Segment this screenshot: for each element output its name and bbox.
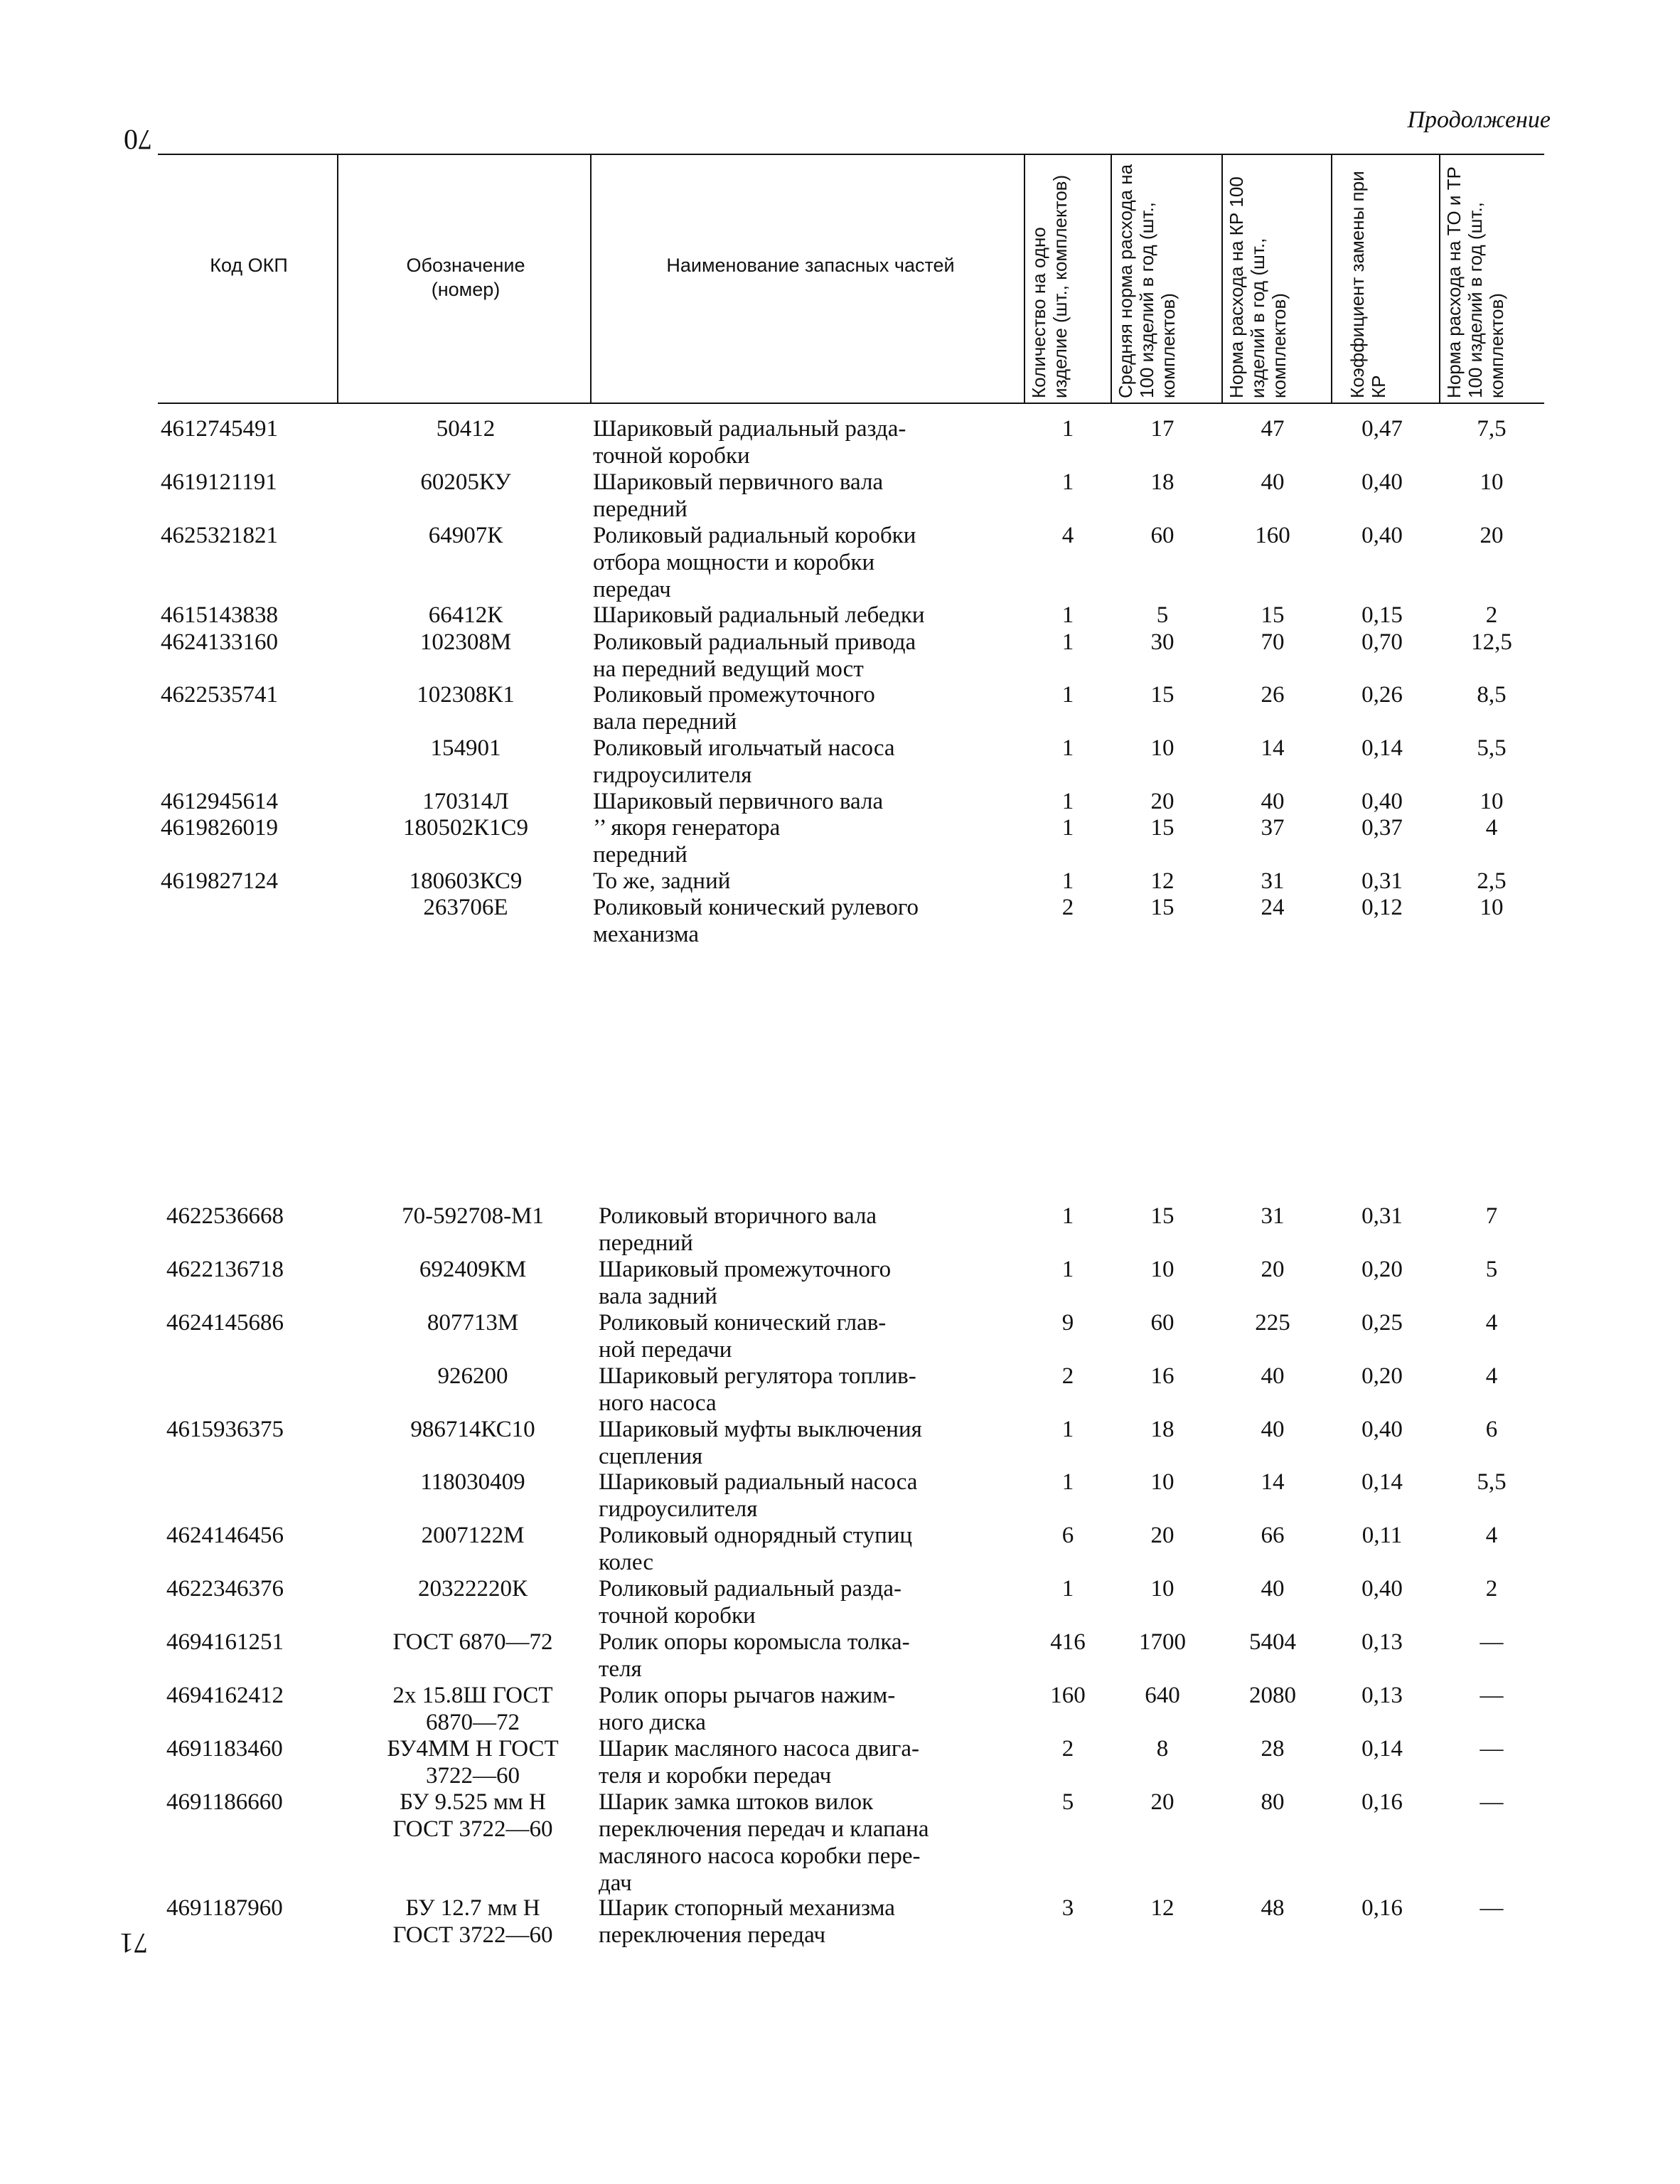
part-name: Роликовый радиальный коробки отбора мощности и коробки передач [593, 523, 916, 602]
designation: 2007122М [421, 1523, 525, 1548]
kr-norm: 48 [1261, 1895, 1285, 1921]
replacement-coef: 0,14 [1361, 735, 1403, 761]
header-coef: Коэффициент замены при КР [1347, 171, 1389, 398]
col-divider-6 [1331, 154, 1332, 403]
replacement-coef: 0,40 [1361, 469, 1403, 495]
part-name: Роликовый однорядный ступиц колес [599, 1523, 913, 1575]
kr-norm: 26 [1261, 682, 1285, 708]
to-norm: 10 [1480, 789, 1504, 814]
avg-norm: 640 [1145, 1683, 1180, 1708]
replacement-coef: 0,13 [1361, 1629, 1403, 1655]
replacement-coef: 0,31 [1361, 1203, 1403, 1229]
part-name: То же, задний [593, 868, 731, 894]
to-norm: — [1480, 1629, 1504, 1655]
okp-code: 4691186660 [166, 1789, 283, 1815]
designation: 60205КУ [420, 469, 511, 495]
part-name: Ролик опоры коромысла толка- теля [599, 1629, 910, 1682]
header-name: Наименование запасных частей [666, 255, 955, 276]
replacement-coef: 0,40 [1361, 789, 1403, 814]
part-name: Ролик опоры рычагов нажим- ного диска [599, 1683, 896, 1735]
header-avg-norm: Средняя норма расхода на 100 изделий в год (шт., комплектов) [1115, 164, 1179, 398]
part-name: Шарик масляного насоса двига- теля и коробки передач [599, 1736, 920, 1789]
avg-norm: 1700 [1139, 1629, 1186, 1655]
designation: 180502К1С9 [402, 815, 529, 841]
kr-norm: 24 [1261, 895, 1285, 920]
qty-per-item: 1 [1061, 1203, 1074, 1229]
avg-norm: 12 [1150, 1895, 1175, 1921]
qty-per-item: 160 [1050, 1683, 1086, 1708]
okp-code: 4624145686 [166, 1310, 284, 1336]
avg-norm: 16 [1150, 1363, 1175, 1389]
part-name: Шариковый радиальный лебедки [593, 602, 925, 628]
kr-norm: 66 [1261, 1523, 1285, 1548]
okp-code: 4691187960 [166, 1895, 283, 1921]
to-norm: 10 [1480, 469, 1504, 495]
page-number-top: 70 [124, 124, 152, 156]
replacement-coef: 0,11 [1361, 1523, 1403, 1548]
part-name: ’’ якоря генератора передний [593, 815, 781, 868]
part-name: Шариковый радиальный насоса гидроусилителя [599, 1469, 918, 1522]
okp-code: 4615936375 [166, 1417, 284, 1442]
header-designation: Обозначение (номер) [406, 255, 525, 300]
designation: 64907К [428, 523, 503, 548]
col-divider-2 [590, 154, 592, 403]
to-norm: 20 [1480, 523, 1504, 548]
replacement-coef: 0,40 [1361, 523, 1403, 548]
header-bottom-rule [158, 403, 1544, 404]
avg-norm: 60 [1150, 523, 1175, 548]
qty-per-item: 2 [1061, 1736, 1074, 1762]
designation: 154901 [430, 735, 501, 761]
okp-code: 4624146456 [166, 1523, 284, 1548]
col-divider-7 [1439, 154, 1440, 403]
designation: 50412 [436, 416, 496, 442]
qty-per-item: 1 [1061, 629, 1074, 655]
to-norm: 4 [1485, 815, 1498, 841]
to-norm: 12,5 [1471, 629, 1512, 655]
qty-per-item: 1 [1061, 1469, 1074, 1495]
part-name: Роликовый конический глав- ной передачи [599, 1310, 887, 1363]
replacement-coef: 0,16 [1361, 1895, 1403, 1921]
part-name: Шариковый муфты выключения сцепления [599, 1417, 922, 1469]
to-norm: 4 [1485, 1363, 1498, 1389]
kr-norm: 40 [1261, 469, 1285, 495]
designation: 986714КС10 [410, 1417, 535, 1442]
kr-norm: 20 [1261, 1257, 1285, 1282]
okp-code: 4612945614 [161, 789, 278, 814]
col-divider-3 [1024, 154, 1025, 403]
kr-norm: 5404 [1249, 1629, 1296, 1655]
header-top-rule [158, 154, 1544, 155]
okp-code: 4694161251 [166, 1629, 284, 1655]
designation: 692409КМ [419, 1257, 527, 1282]
designation: 807713М [427, 1310, 519, 1336]
replacement-coef: 0,25 [1361, 1310, 1403, 1336]
qty-per-item: 1 [1061, 682, 1074, 708]
avg-norm: 20 [1150, 1523, 1175, 1548]
designation: 66412К [428, 602, 503, 628]
qty-per-item: 2 [1061, 1363, 1074, 1389]
replacement-coef: 0,20 [1361, 1257, 1403, 1282]
designation: 102308М [419, 629, 512, 655]
replacement-coef: 0,14 [1361, 1469, 1403, 1495]
to-norm: 10 [1480, 895, 1504, 920]
qty-per-item: 4 [1061, 523, 1074, 548]
okp-code: 4619826019 [161, 815, 278, 841]
avg-norm: 20 [1150, 789, 1175, 814]
part-name: Шарик стопорный механизма переключения передач [599, 1895, 895, 1948]
header-kr-norm: Норма расхода на КР 100 изделий в год (шт., комплектов) [1226, 176, 1290, 398]
designation: 102308К1 [417, 682, 515, 708]
replacement-coef: 0,40 [1361, 1417, 1403, 1442]
to-norm: 5 [1485, 1257, 1498, 1282]
designation: 263706Е [423, 895, 508, 920]
designation: 170314Л [422, 789, 509, 814]
part-name: Роликовый вторичного вала передний [599, 1203, 877, 1256]
replacement-coef: 0,15 [1361, 602, 1403, 628]
designation: 20322220К [417, 1576, 528, 1602]
okp-code: 4615143838 [161, 602, 278, 628]
kr-norm: 2080 [1249, 1683, 1296, 1708]
qty-per-item: 1 [1061, 789, 1074, 814]
part-name: Шариковый первичного вала передний [593, 469, 884, 522]
designation: 70-592708-М1 [402, 1203, 544, 1229]
part-name: Роликовый конический рулевого механизма [593, 895, 919, 947]
to-norm: 2 [1485, 602, 1498, 628]
avg-norm: 10 [1150, 1576, 1175, 1602]
qty-per-item: 1 [1061, 868, 1074, 894]
okp-code: 4625321821 [161, 523, 278, 548]
part-name: Роликовый радиальный привода на передний ведущий мост [593, 629, 916, 682]
header-code: Код ОКП [210, 255, 288, 276]
designation: БУ 12.7 мм Н ГОСТ 3722—60 [392, 1895, 553, 1948]
avg-norm: 15 [1150, 1203, 1175, 1229]
replacement-coef: 0,37 [1361, 815, 1403, 841]
avg-norm: 12 [1150, 868, 1175, 894]
part-name: Шариковый промежуточного вала задний [599, 1257, 892, 1309]
okp-code: 4694162412 [166, 1683, 284, 1708]
to-norm: 7 [1485, 1203, 1498, 1229]
designation: ГОСТ 6870—72 [392, 1629, 553, 1655]
kr-norm: 40 [1261, 1417, 1285, 1442]
replacement-coef: 0,31 [1361, 868, 1403, 894]
designation: БУ4ММ Н ГОСТ 3722—60 [387, 1736, 559, 1789]
kr-norm: 31 [1261, 868, 1285, 894]
qty-per-item: 416 [1050, 1629, 1086, 1655]
qty-per-item: 1 [1061, 815, 1074, 841]
replacement-coef: 0,40 [1361, 1576, 1403, 1602]
kr-norm: 31 [1261, 1203, 1285, 1229]
qty-per-item: 1 [1061, 416, 1074, 442]
avg-norm: 10 [1150, 735, 1175, 761]
avg-norm: 20 [1150, 1789, 1175, 1815]
kr-norm: 40 [1261, 789, 1285, 814]
to-norm: 4 [1485, 1523, 1498, 1548]
kr-norm: 40 [1261, 1576, 1285, 1602]
qty-per-item: 2 [1061, 895, 1074, 920]
avg-norm: 10 [1150, 1469, 1175, 1495]
qty-per-item: 1 [1061, 1417, 1074, 1442]
avg-norm: 10 [1150, 1257, 1175, 1282]
part-name: Роликовый радиальный разда- точной коробки [599, 1576, 902, 1629]
avg-norm: 60 [1150, 1310, 1175, 1336]
to-norm: — [1480, 1683, 1504, 1708]
header-to-norm: Норма расхода на ТО и ТР 100 изделий в год (шт., комплектов) [1443, 166, 1507, 398]
designation: 180603КС9 [409, 868, 523, 894]
kr-norm: 14 [1261, 735, 1285, 761]
part-name: Шариковый радиальный разда- точной коробки [593, 416, 906, 469]
kr-norm: 225 [1255, 1310, 1290, 1336]
to-norm: — [1480, 1895, 1504, 1921]
designation: 118030409 [420, 1469, 525, 1495]
qty-per-item: 1 [1061, 469, 1074, 495]
kr-norm: 47 [1261, 416, 1285, 442]
replacement-coef: 0,26 [1361, 682, 1403, 708]
kr-norm: 14 [1261, 1469, 1285, 1495]
avg-norm: 15 [1150, 895, 1175, 920]
replacement-coef: 0,12 [1361, 895, 1403, 920]
avg-norm: 30 [1150, 629, 1175, 655]
designation: 926200 [437, 1363, 508, 1389]
to-norm: 8,5 [1477, 682, 1507, 708]
to-norm: — [1480, 1736, 1504, 1762]
okp-code: 4619827124 [161, 868, 278, 894]
part-name: Роликовый промежуточного вала передний [593, 682, 875, 735]
avg-norm: 8 [1156, 1736, 1169, 1762]
part-name: Шарик замка штоков вилок переключения передач и клапана масляного насоса коробки пере- дач [599, 1789, 929, 1896]
designation: 2х 15.8Ш ГОСТ 6870—72 [392, 1683, 553, 1735]
kr-norm: 70 [1261, 629, 1285, 655]
to-norm: 5,5 [1477, 735, 1507, 761]
avg-norm: 15 [1150, 682, 1175, 708]
part-name: Шариковый первичного вала [593, 789, 884, 814]
kr-norm: 160 [1255, 523, 1290, 548]
part-name: Роликовый игольчатый насоса гидроусилителя [593, 735, 895, 788]
qty-per-item: 6 [1061, 1523, 1074, 1548]
replacement-coef: 0,70 [1361, 629, 1403, 655]
replacement-coef: 0,16 [1361, 1789, 1403, 1815]
part-name: Шариковый регулятора топлив- ного насоса [599, 1363, 916, 1416]
qty-per-item: 9 [1061, 1310, 1074, 1336]
to-norm: 7,5 [1477, 416, 1507, 442]
col-divider-5 [1221, 154, 1223, 403]
qty-per-item: 1 [1061, 1576, 1074, 1602]
okp-code: 4691183460 [166, 1736, 283, 1762]
qty-per-item: 1 [1061, 602, 1074, 628]
okp-code: 4612745491 [161, 416, 278, 442]
to-norm: 2,5 [1477, 868, 1507, 894]
avg-norm: 18 [1150, 469, 1175, 495]
kr-norm: 80 [1261, 1789, 1285, 1815]
to-norm: 4 [1485, 1310, 1498, 1336]
col-divider-1 [337, 154, 338, 403]
to-norm: — [1480, 1789, 1504, 1815]
okp-code: 4624133160 [161, 629, 278, 655]
replacement-coef: 0,13 [1361, 1683, 1403, 1708]
to-norm: 5,5 [1477, 1469, 1507, 1495]
qty-per-item: 3 [1061, 1895, 1074, 1921]
designation: БУ 9.525 мм Н ГОСТ 3722—60 [392, 1789, 553, 1842]
avg-norm: 18 [1150, 1417, 1175, 1442]
replacement-coef: 0,47 [1361, 416, 1403, 442]
to-norm: 6 [1485, 1417, 1498, 1442]
qty-per-item: 5 [1061, 1789, 1074, 1815]
continued-label: Продолжение [1407, 107, 1551, 133]
to-norm: 2 [1485, 1576, 1498, 1602]
okp-code: 4622346376 [166, 1576, 284, 1602]
okp-code: 4622536668 [166, 1203, 284, 1229]
avg-norm: 5 [1156, 602, 1169, 628]
okp-code: 4622136718 [166, 1257, 284, 1282]
qty-per-item: 1 [1061, 735, 1074, 761]
kr-norm: 28 [1261, 1736, 1285, 1762]
header-qty: Количество на одно изделие (шт., комплектов) [1028, 174, 1071, 398]
kr-norm: 15 [1261, 602, 1285, 628]
kr-norm: 37 [1261, 815, 1285, 841]
avg-norm: 17 [1150, 416, 1175, 442]
replacement-coef: 0,14 [1361, 1736, 1403, 1762]
kr-norm: 40 [1261, 1363, 1285, 1389]
page-number-bottom: 71 [119, 1927, 148, 1959]
avg-norm: 15 [1150, 815, 1175, 841]
qty-per-item: 1 [1061, 1257, 1074, 1282]
okp-code: 4622535741 [161, 682, 278, 708]
replacement-coef: 0,20 [1361, 1363, 1403, 1389]
col-divider-4 [1111, 154, 1112, 403]
okp-code: 4619121191 [161, 469, 277, 495]
